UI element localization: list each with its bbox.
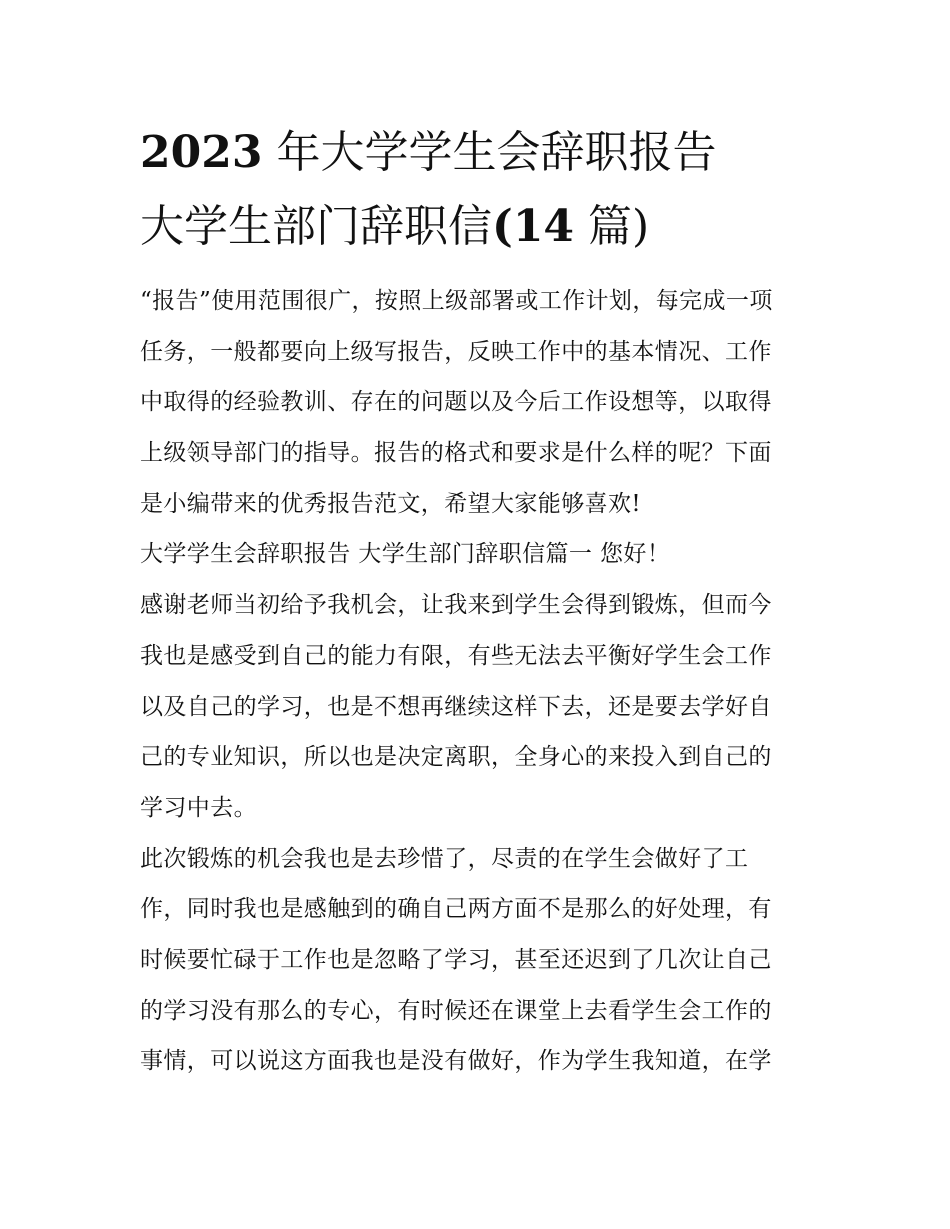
text-line: 事情，可以说这方面我也是没有做好，作为学生我知道，在学 xyxy=(140,1048,772,1075)
text-line: 以及自己的学习，也是不想再继续这样下去，还是要去学好自 xyxy=(140,693,772,720)
text-line: 是小编带来的优秀报告范文，希望大家能够喜欢! xyxy=(140,490,642,517)
text-line: 感谢老师当初给予我机会，让我来到学生会得到锻炼，但而今 xyxy=(140,592,772,619)
text-line: 学习中去。 xyxy=(140,794,257,821)
text-line: 作，同时我也是感触到的确自己两方面不是那么的好处理，有 xyxy=(140,896,772,923)
section-heading-line: 大学学生会辞职报告 大学生部门辞职信篇一 您好！ xyxy=(140,541,671,568)
title-line-2 xyxy=(140,190,840,264)
text-line: 此次锻炼的机会我也是去珍惜了，尽责的在学生会做好了工 xyxy=(140,845,749,872)
text-line: 中取得的经验教训、存在的问题以及今后工作设想等，以取得 xyxy=(140,389,772,416)
text-line: 任务，一般都要向上级写报告，反映工作中的基本情况、工作 xyxy=(140,338,772,365)
text-line: “报告”使用范围很广，按照上级部署或工作计划，每完成一项 xyxy=(140,288,773,314)
title-line-1-text: 年大学学生会辞职报告 xyxy=(262,127,717,178)
text-line: 上级领导部门的指导。报告的格式和要求是什么样的呢？下面 xyxy=(140,440,772,467)
document-body xyxy=(140,276,820,1087)
title-year: 2023 xyxy=(140,127,263,178)
title-count: (14 xyxy=(492,201,575,252)
title-line-2-tail: 篇) xyxy=(574,201,650,252)
title-line-1 xyxy=(140,116,840,190)
title-line-2-text: 大学生部门辞职信 xyxy=(140,201,492,252)
document-title xyxy=(140,116,840,264)
text-line: 时候要忙碌于工作也是忽略了学习，甚至还迟到了几次让自己 xyxy=(140,946,772,973)
text-line: 的学习没有那么的专心，有时候还在课堂上去看学生会工作的 xyxy=(140,997,772,1024)
text-line: 己的专业知识，所以也是决定离职，全身心的来投入到自己的 xyxy=(140,744,772,771)
text-line: 我也是感受到自己的能力有限，有些无法去平衡好学生会工作 xyxy=(140,642,772,669)
